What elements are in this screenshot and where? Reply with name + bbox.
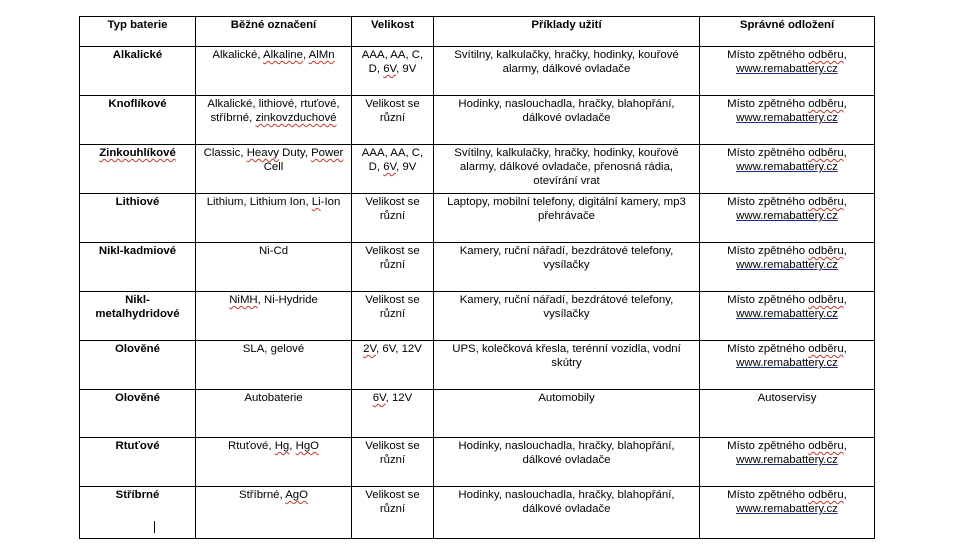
disposal-link[interactable]: www.remabattery.cz [736, 357, 838, 369]
common-names-cell: Alkalické, lithiové, rtuťové, stříbrné, zinkovzduchové [196, 96, 352, 145]
disposal-link[interactable]: www.remabattery.cz [736, 161, 838, 173]
size-cell: AAA, AA, C, D, 6V, 9V [352, 145, 434, 194]
usage-examples-cell: UPS, kolečková křesla, terénní vozidla, vodní skútry [434, 341, 700, 390]
battery-disposal-table [79, 16, 875, 539]
usage-examples-cell: Automobily [434, 390, 700, 438]
battery-type-cell: Zinkouhlíkové [80, 145, 196, 194]
table-row [80, 438, 875, 487]
table-row [80, 96, 875, 145]
disposal-cell: Místo zpětného odběru, www.remabattery.cz [700, 438, 875, 487]
size-cell: Velikost se různí [352, 96, 434, 145]
disposal-cell: Místo zpětného odběru, www.remabattery.cz [700, 292, 875, 341]
size-cell: Velikost se různí [352, 487, 434, 539]
table-row [80, 47, 875, 96]
disposal-cell: Místo zpětného odběru, www.remabattery.cz [700, 96, 875, 145]
disposal-link[interactable]: www.remabattery.cz [736, 112, 838, 124]
usage-examples-cell: Hodinky, naslouchadla, hračky, blahopřání, dálkové ovladače [434, 438, 700, 487]
disposal-cell: Místo zpětného odběru, www.remabattery.cz [700, 47, 875, 96]
common-names-cell: Autobaterie [196, 390, 352, 438]
header-type: Typ baterie [80, 17, 196, 47]
usage-examples-cell: Svítilny, kalkulačky, hračky, hodinky, kouřové alarmy, dálkové ovladače, přenosná rádia, otevírání vrat [434, 145, 700, 194]
size-cell: Velikost se různí [352, 292, 434, 341]
header-common-names: Běžné označení [196, 17, 352, 47]
battery-type-cell: Rtuťové [80, 438, 196, 487]
table-row [80, 341, 875, 390]
disposal-cell: Místo zpětného odběru, www.remabattery.cz [700, 487, 875, 539]
table-row [80, 243, 875, 292]
size-cell: Velikost se různí [352, 194, 434, 243]
disposal-link[interactable]: www.remabattery.cz [736, 63, 838, 75]
battery-type-cell: Stříbrné [80, 487, 196, 539]
common-names-cell: Stříbrné, AgO [196, 487, 352, 539]
usage-examples-cell: Kamery, ruční nářadí, bezdrátové telefony, vysílačky [434, 243, 700, 292]
disposal-cell: Místo zpětného odběru, www.remabattery.cz [700, 194, 875, 243]
disposal-cell: Autoservisy [700, 390, 875, 438]
battery-type-cell: Nikl-kadmiové [80, 243, 196, 292]
battery-type-cell: Lithiové [80, 194, 196, 243]
battery-type-cell: Olověné [80, 390, 196, 438]
header-size: Velikost [352, 17, 434, 47]
common-names-cell: Ni-Cd [196, 243, 352, 292]
common-names-cell: Alkalické, Alkaline, AlMn [196, 47, 352, 96]
common-names-cell: NiMH, Ni-Hydride [196, 292, 352, 341]
size-cell: 6V, 12V [352, 390, 434, 438]
disposal-link[interactable]: www.remabattery.cz [736, 308, 838, 320]
disposal-cell: Místo zpětného odběru, www.remabattery.cz [700, 145, 875, 194]
battery-type-cell: Knoflíkové [80, 96, 196, 145]
disposal-cell: Místo zpětného odběru, www.remabattery.cz [700, 243, 875, 292]
table-row [80, 194, 875, 243]
size-cell: Velikost se různí [352, 243, 434, 292]
disposal-link[interactable]: www.remabattery.cz [736, 454, 838, 466]
usage-examples-cell: Laptopy, mobilní telefony, digitální kamery, mp3 přehrávače [434, 194, 700, 243]
header-usage-examples: Příklady užití [434, 17, 700, 47]
disposal-link[interactable]: www.remabattery.cz [736, 503, 838, 515]
common-names-cell: Lithium, Lithium Ion, Li-Ion [196, 194, 352, 243]
common-names-cell: Classic, Heavy Duty, Power Cell [196, 145, 352, 194]
table-row [80, 390, 875, 438]
usage-examples-cell: Kamery, ruční nářadí, bezdrátové telefony, vysílačky [434, 292, 700, 341]
table-header-row [80, 17, 875, 47]
size-cell: 2V, 6V, 12V [352, 341, 434, 390]
size-cell: AAA, AA, C, D, 6V, 9V [352, 47, 434, 96]
disposal-cell: Místo zpětného odběru, www.remabattery.cz [700, 341, 875, 390]
header-disposal: Správné odložení [700, 17, 875, 47]
battery-type-cell: Nikl-metalhydridové [80, 292, 196, 341]
common-names-cell: SLA, gelové [196, 341, 352, 390]
table-row [80, 292, 875, 341]
battery-type-cell: Olověné [80, 341, 196, 390]
common-names-cell: Rtuťové, Hg, HgO [196, 438, 352, 487]
size-cell: Velikost se různí [352, 438, 434, 487]
disposal-link[interactable]: www.remabattery.cz [736, 210, 838, 222]
text-cursor-mark [154, 521, 155, 533]
usage-examples-cell: Hodinky, naslouchadla, hračky, blahopřání, dálkové ovladače [434, 96, 700, 145]
table-row [80, 145, 875, 194]
usage-examples-cell: Hodinky, naslouchadla, hračky, blahopřání, dálkové ovladače [434, 487, 700, 539]
disposal-link[interactable]: www.remabattery.cz [736, 259, 838, 271]
table-row [80, 487, 875, 539]
usage-examples-cell: Svítilny, kalkulačky, hračky, hodinky, kouřové alarmy, dálkové ovladače [434, 47, 700, 96]
battery-type-cell: Alkalické [80, 47, 196, 96]
